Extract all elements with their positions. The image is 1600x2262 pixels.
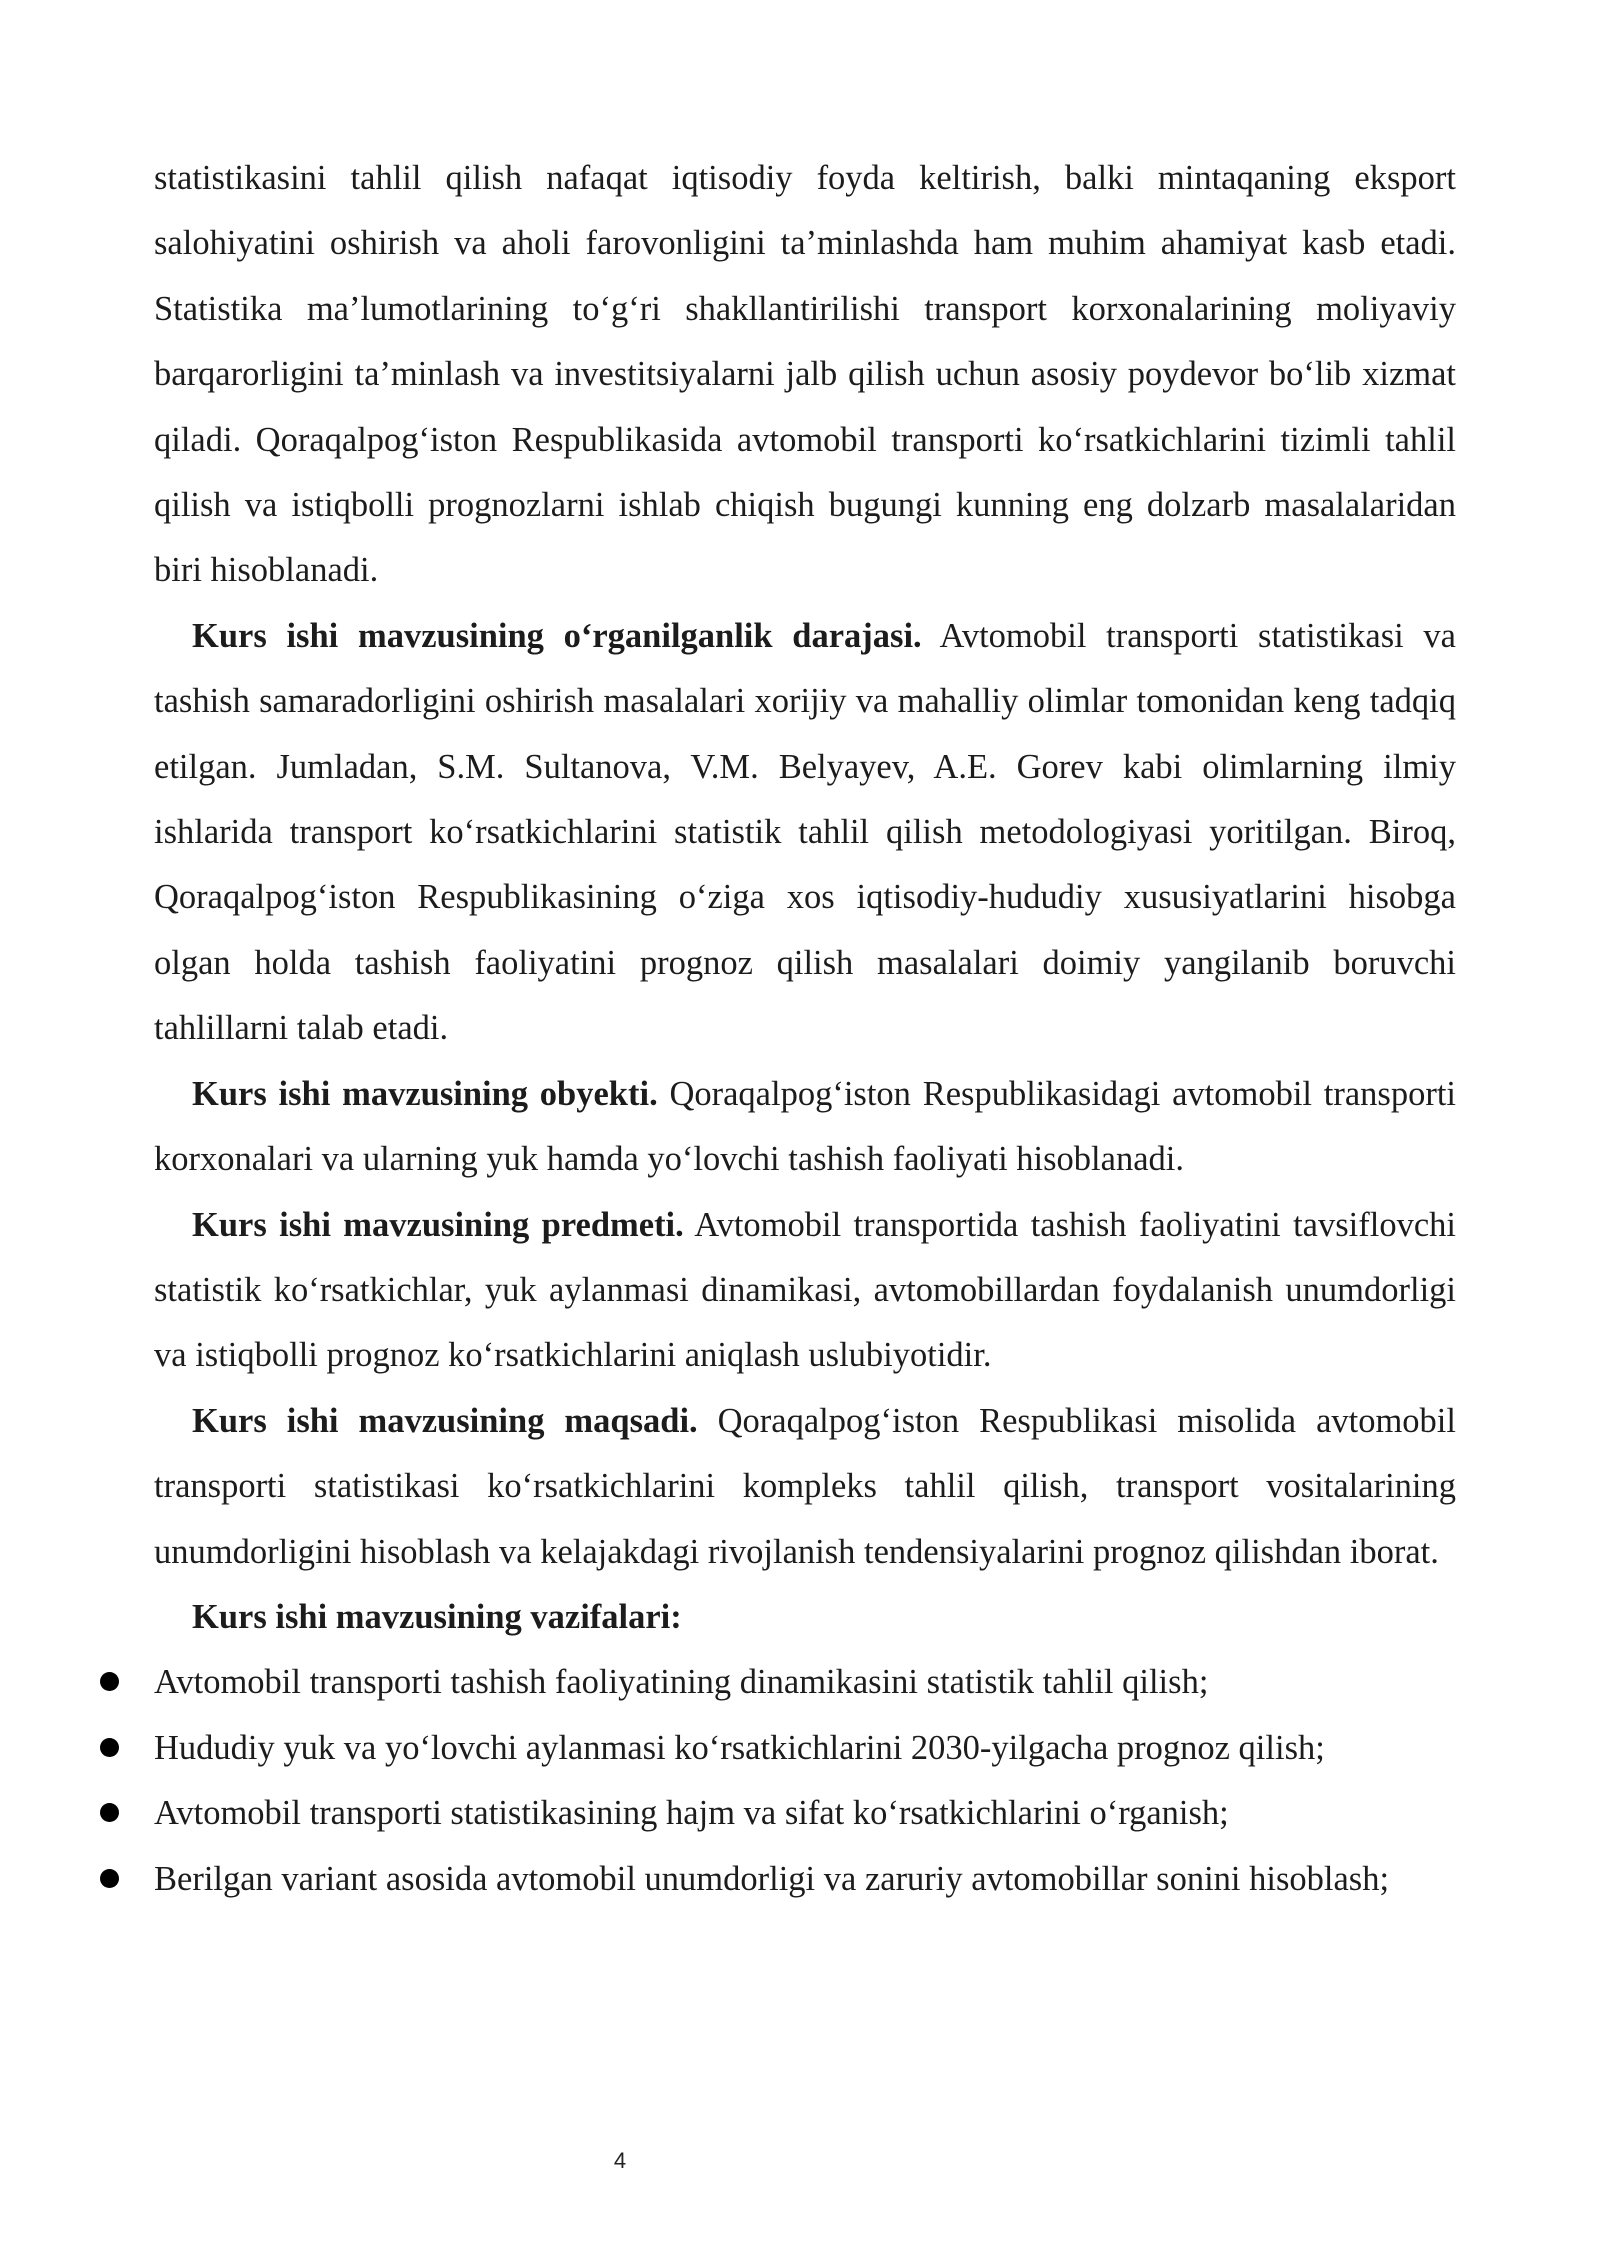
studied-degree-paragraph — [154, 604, 1456, 1062]
subject-paragraph — [154, 1193, 1456, 1389]
page-number: 4 — [613, 2148, 627, 2173]
object-paragraph — [154, 1062, 1456, 1193]
studied-degree-heading: Kurs ishi mavzusining o‘rganilganlik darajasi. — [192, 616, 922, 655]
list-item-text: Avtomobil transporti statistikasining hajm va sifat ko‘rsatkichlarini o‘rganish; — [154, 1794, 1229, 1833]
object-heading: Kurs ishi mavzusining obyekti. — [192, 1074, 658, 1113]
studied-degree-text: Avtomobil transporti statistikasi va tashish samaradorligini oshirish masalalari xorijiy va mahalliy olimlar tomonidan keng tadqiq etilgan. Jumladan, S.M. Sultanova, V.M. Belyayev, A.E. Gorev kabi olimlarning ilmiy ishlarida transport ko‘rsatkichlarini statistik tahlil qilish metodologiyasi yoritilgan. Biroq, Qoraqalpog‘iston Respublikasining o‘ziga xos iqtisodiy-hududiy xususiyatlarini hisobga olgan holda tashish faoliyatini prognoz qilish masalalari doimiy yangilanib boruvchi tahlillarni talab etadi. — [154, 616, 1456, 1048]
page-body — [154, 146, 1456, 1912]
goal-text: Qoraqalpog‘iston Respublikasi misolida avtomobil transporti statistikasi ko‘rsatkichlarini kompleks tahlil qilish, transport vositalarining unumdorligini hisoblash va kelajakdagi rivojlanish tendensiyalarini prognoz qilishdan iborat. — [154, 1401, 1456, 1571]
list-item-text: Avtomobil transporti tashish faoliyatining dinamikasini statistik tahlil qilish; — [154, 1663, 1209, 1702]
tasks-heading: Kurs ishi mavzusining vazifalari: — [192, 1597, 682, 1636]
intro-paragraph: statistikasini tahlil qilish nafaqat iqtisodiy foyda keltirish, balki mintaqaning eksport salohiyatini oshirish va aholi farovonligini ta’minlashda ham muhim ahamiyat kasb etadi. Statistika ma’lumotlarining to‘g‘ri shakllantirilishi transport korxonalarining moliyaviy barqarorligini ta’minlash va investitsiyalarni jalb qilish uchun asosiy poydevor bo‘lib xizmat qiladi. Qoraqalpog‘iston Respublikasida avtomobil transporti ko‘rsatkichlarini tizimli tahlil qilish va istiqbolli prognozlarni ishlab chiqish bugungi kunning eng dolzarb masalalaridan biri hisoblanadi. — [154, 159, 1456, 590]
list-item-text: Hududiy yuk va yo‘lovchi aylanmasi ko‘rsatkichlarini 2030-yilgacha prognoz qilish; — [154, 1728, 1325, 1767]
bullet-icon — [100, 1738, 119, 1757]
list-item — [154, 1781, 1456, 1846]
list-item — [154, 1650, 1456, 1715]
bullet-icon — [100, 1869, 119, 1888]
goal-heading: Kurs ishi mavzusining maqsadi. — [192, 1401, 698, 1440]
object-text: Qoraqalpog‘iston Respublikasidagi avtomobil transporti korxonalari va ularning yuk hamda yo‘lovchi tashish faoliyati hisoblanadi. — [154, 1074, 1456, 1179]
bullet-icon — [100, 1803, 119, 1822]
subject-text: Avtomobil transportida tashish faoliyatini tavsiflovchi statistik ko‘rsatkichlar, yuk aylanmasi dinamikasi, avtomobillardan foydalanish unumdorligi va istiqbolli prognoz ko‘rsatkichlarini aniqlash uslubiyotidir. — [154, 1205, 1456, 1375]
list-item — [154, 1716, 1456, 1781]
list-item — [154, 1847, 1456, 1912]
list-item-text: Berilgan variant asosida avtomobil unumdorligi va zaruriy avtomobillar sonini hisoblash; — [154, 1859, 1390, 1898]
subject-heading: Kurs ishi mavzusining predmeti. — [192, 1205, 684, 1244]
tasks-list — [154, 1650, 1456, 1912]
goal-paragraph — [154, 1389, 1456, 1585]
bullet-icon — [100, 1672, 119, 1691]
